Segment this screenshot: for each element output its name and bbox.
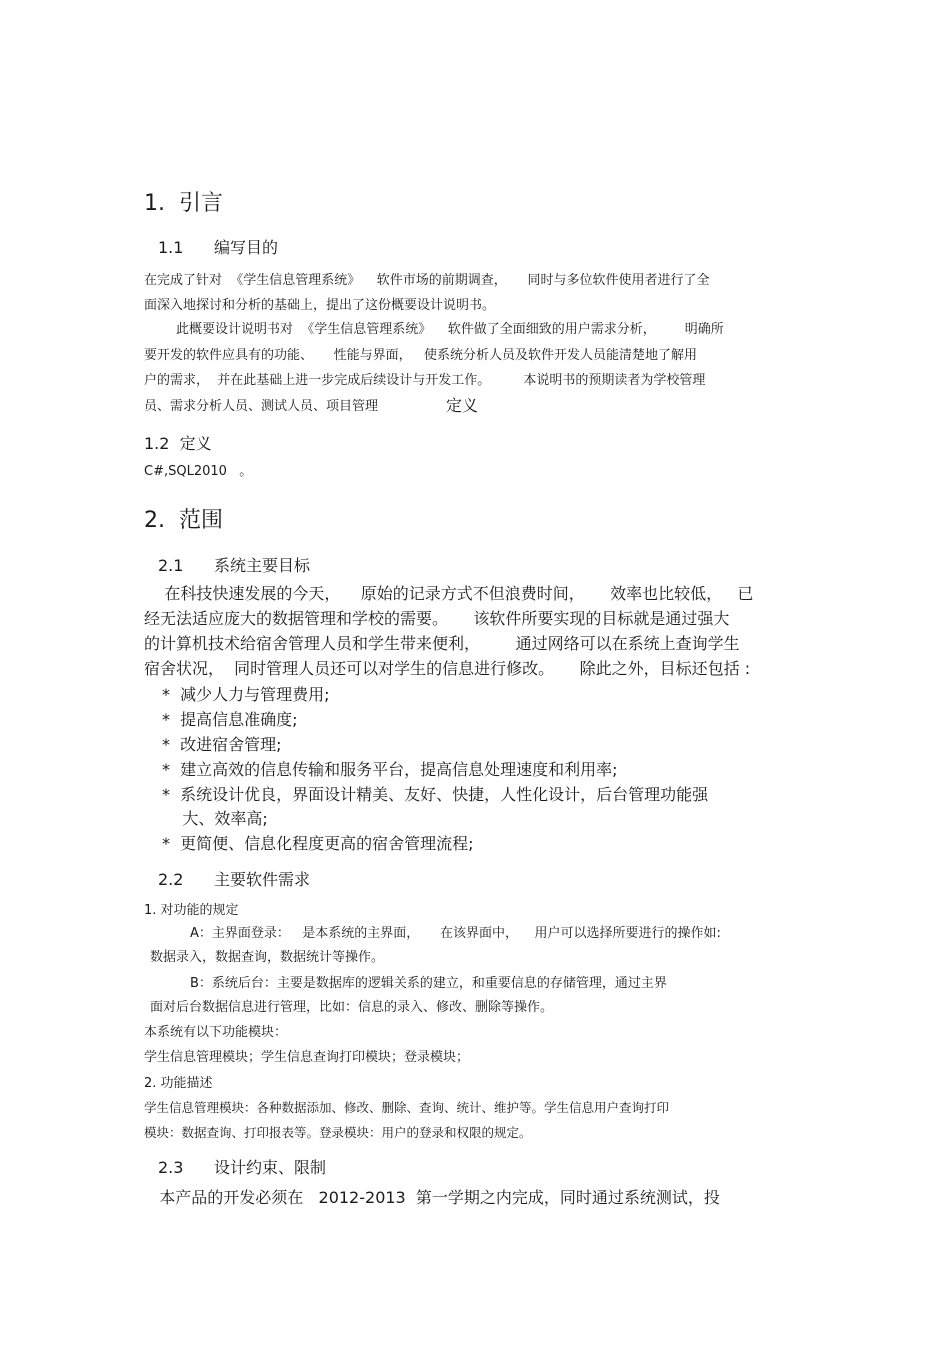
goal-list-item: * 系统设计优良，界面设计精美、友好、快捷，人性化设计，后台管理功能强 [162, 785, 709, 804]
goal-list-item: * 建立高效的信息传输和服务平台，提高信息处理速度和利用率; [162, 760, 618, 779]
goal-list-item: * 提高信息准确度; [162, 710, 298, 729]
requirement-line: A：主界面登录： 是本系统的主界面， 在该界面中， 用户可以选择所要进行的操作如: [190, 926, 721, 941]
requirement-line: B：系统后台：主要是数据库的逻辑关系的建立，和重要信息的存储管理，通过主界 [190, 976, 667, 991]
requirement-line: 面对后台数据信息进行管理，比如：信息的录入、修改、删除等操作。 [150, 1000, 554, 1015]
section-1-2-heading: 1.2 定义 [144, 434, 212, 453]
function-description-line: 学生信息管理模块：各种数据添加、修改、删除、查询、统计、维护等。学生信息用户查询打印 [144, 1100, 670, 1115]
requirements-subheading: 2. 功能描述 [144, 1076, 213, 1091]
intro-paragraph-line: 面深入地探讨和分析的基础上，提出了这份概要设计说明书。 [144, 298, 496, 313]
section-2-2-heading: 2.2 主要软件需求 [158, 870, 310, 889]
intro-paragraph-line: 员、需求分析人员、测试人员、项目管理 [144, 399, 379, 414]
section-1-heading: 1. 引言 [144, 191, 223, 216]
intro-paragraph-line: 户的需求， 并在此基础上进一步完成后续设计与开发工作。 本说明书的预期读者为学校管理 [144, 373, 706, 388]
function-description-line: 模块：数据查询、打印报表等。登录模块：用户的登录和权限的规定。 [144, 1125, 532, 1140]
goal-list-item: * 更简便、信息化程度更高的宿舍管理流程; [162, 834, 474, 853]
goal-paragraph-line: 经无法适应庞大的数据管理和学校的需要。 该软件所要实现的目标就是通过强大 [144, 609, 730, 628]
modules-list: 学生信息管理模块；学生信息查询打印模块；登录模块； [144, 1050, 470, 1065]
intro-paragraph-word: 定义 [446, 396, 479, 415]
modules-heading: 本系统有以下功能模块： [144, 1025, 288, 1040]
section-2-1-heading: 2.1 系统主要目标 [158, 556, 310, 575]
goal-paragraph-line: 在科技快速发展的今天， 原始的记录方式不但浪费时间， 效率也比较低， 已 [144, 584, 754, 603]
intro-paragraph-line: 在完成了针对 《学生信息管理系统》 软件市场的前期调查， 同时与多位软件使用者进行了全 [144, 273, 710, 288]
section-2-3-heading: 2.3 设计约束、限制 [158, 1158, 326, 1177]
section-2-heading: 2. 范围 [144, 508, 223, 533]
goal-list-item: 大、效率高; [162, 809, 268, 828]
goal-list-item: * 改进宿舍管理; [162, 735, 282, 754]
requirement-line: 数据录入，数据查询，数据统计等操作。 [150, 950, 385, 965]
constraint-paragraph-line: 本产品的开发必须在 2012-2013 第一学期之内完成，同时通过系统测试，投 [144, 1188, 720, 1207]
requirements-subheading: 1. 对功能的规定 [144, 903, 239, 918]
goal-paragraph-line: 宿舍状况， 同时管理人员还可以对学生的信息进行修改。 除此之外，目标还包括 : [144, 659, 751, 678]
section-1-1-heading: 1.1 编写目的 [158, 238, 278, 257]
intro-paragraph-line: 要开发的软件应具有的功能、 性能与界面， 使系统分析人员及软件开发人员能清楚地了解用 [144, 348, 698, 363]
intro-paragraph-line: 此概要设计说明书对 《学生信息管理系统》 软件做了全面细致的用户需求分析， 明确所 [176, 322, 724, 337]
goal-paragraph-line: 的计算机技术给宿舍管理人员和学生带来便利， 通过网络可以在系统上查询学生 [144, 634, 740, 653]
goal-list-item: * 减少人力与管理费用; [162, 685, 330, 704]
definition-text: C#,SQL2010 。 [144, 464, 253, 479]
